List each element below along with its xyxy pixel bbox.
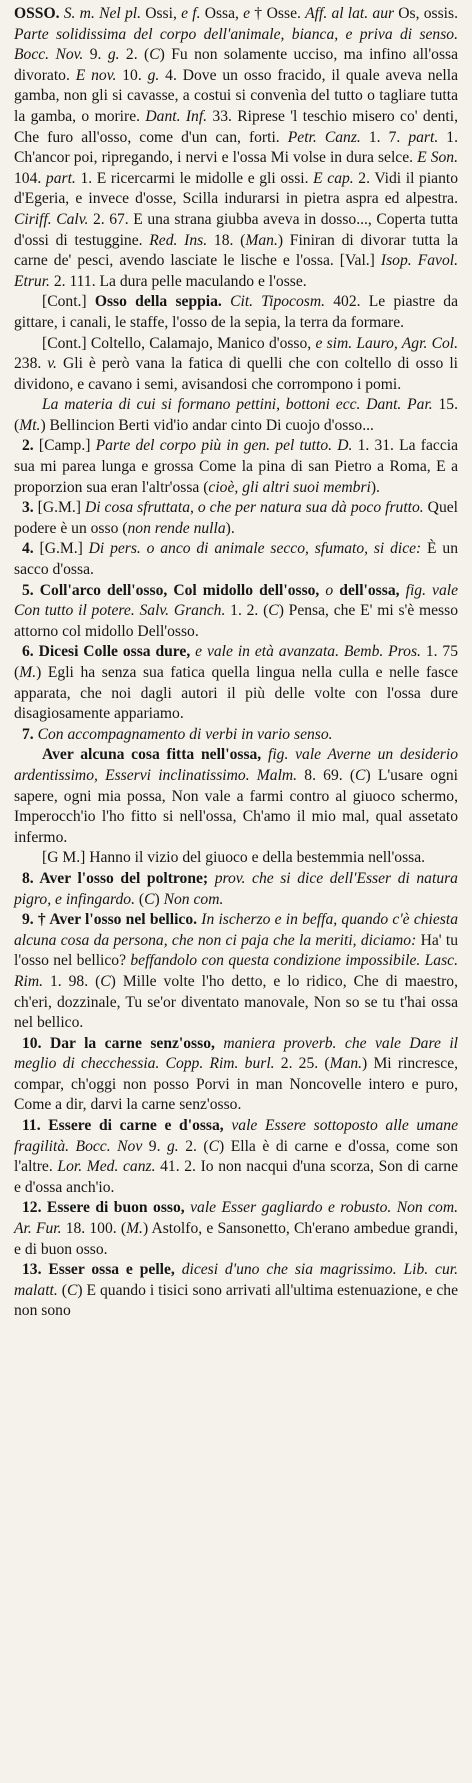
dictionary-entry-11: [G M.] Hanno il vizio del giuoco e della bestemmia nell'ossa.: [42, 849, 426, 867]
dictionary-entry-17: 13. Esser ossa e pelle, dicesi d'uno che sia magrissimo. Lib. cur. malatt. (C) E quando i tisici sono arrivati all'ultima estenuazione, e che non sono: [14, 1261, 459, 1320]
dictionary-entry-6: 4. [G.M.] Di pers. o anco di animale secco, sfumato, si dice: È un sacco d'ossa.: [14, 540, 458, 579]
dictionary-entry-3: La materia di cui si formano pettini, bottoni ecc. Dant. Par. 15. (Mt.) Bellincion Berti vid'io andar cinto Di cuojo d'osso...: [14, 396, 458, 434]
dictionary-entry-0: OSSO. S. m. Nel pl. Ossi, e f. Ossa, e † Osse. Aff. al lat. aur Os, ossis. Parte solidissima del corpo dell'animale, bianca, e priva di senso. Bocc. Nov. 9. g. 2. (C) Fu non solamente ucciso, ma infino all'ossa divorato. E nov. 10. g. 4. Dove un osso fracido, il quale aveva nella gamba, non gli si cavasse, a costui si convenìa del tutto o tagliare tutta la gamba, o morire. Dant. Inf. 33. Riprese 'l teschio misero co' denti, Che furo all'osso, come d'un can, forti. Petr. Canz. 1. 7. part. 1. Ch'ancor poi, ripregando, i nervi e l'ossa Mi volse in dura selce. E Son. 104. part. 1. E ricercarmi le midolle e gli ossi. E cap. 2. Vidi il pianto d'Egeria, e invece d'osse, Scilla indurarsi in pietra aspra ed alpestra. Ciriff. Calv. 2. 67. E una strana giubba aveva in dosso..., Coperta tutta d'ossi di testuggine. Red. Ins. 18. (Man.) Finiran di divorar tutta la carne de' pesci, avendo lasciate le lische e l'ossa. [Val.] Isop. Favol. Etrur. 2. 111. La dura pelle maculando e l'osse.: [14, 5, 459, 290]
dictionary-entry-12: 8. Aver l'osso del poltrone; prov. che si dice dell'Esser di natura pigro, e infingardo. (C) Non com.: [14, 869, 458, 908]
dictionary-entry-1: [Cont.] Osso della seppia. Cit. Tipocosm. 402. Le piastre da gittare, i canali, le staffe, l'osso de la sepia, la terra da formare.: [14, 293, 458, 331]
dictionary-entry-9: 7. Con accompagnamento di verbi in vario senso.: [22, 725, 333, 743]
dictionary-entry-5: 3. [G.M.] Di cosa sfruttata, o che per natura sua dà poco frutto. Quel podere è un osso (non rende nulla).: [14, 499, 458, 537]
dictionary-entry-14: 10. Dar la carne senz'osso, maniera proverb. che vale Dare il meglio di checchessia. Copp. Rim. burl. 2. 25. (Man.) Mi rincresce, compar, ch'oggi non posso Porvi in man Noncovelle intero e puro, Come a dir, darvi la carne senz'osso.: [14, 1034, 459, 1114]
dictionary-entry-4: 2. [Camp.] Parte del corpo più in gen. pel tutto. D. 1. 31. La faccia sua mi parea lunga e grossa Come la pina di san Pietro a Roma, E a proporzion sua eran l'altr'ossa (cioè, gli altri suoi membri).: [14, 437, 458, 496]
dictionary-entry-2: [Cont.] Coltello, Calamajo, Manico d'osso, e sim. Lauro, Agr. Col. 238. v. Gli è però vana la fatica di quelli che con coltello di osso li dividono, e cavano i semi, avisandosi che corrompono i pomi.: [14, 334, 458, 393]
dictionary-entry-8: 6. Dicesi Colle ossa dure, e vale in età avanzata. Bemb. Pros. 1. 75 (M.) Egli ha senza sua fatica quella lingua nella culla e nelle fasce apparata, che noi dagli autori il più delle volte con l'ossa dure disagiosamente appariamo.: [14, 643, 458, 723]
dictionary-entry-10: Aver alcuna cosa fitta nell'ossa, fig. vale Averne un desiderio ardentissimo, Esservi inclinatissimo. Malm. 8. 69. (C) L'usare ogni sapere, ogni mia possa, Non vale a farmi contro al giuoco schermo, Imperocch'io l'ho fitto si nell'ossa, Ch'amo il mio mal, qual assetato infermo.: [14, 746, 458, 846]
dictionary-entry-7: 5. Coll'arco dell'osso, Col midollo dell'osso, o dell'ossa, fig. vale Con tutto il potere. Salv. Granch. 1. 2. (C) Pensa, che E' mi s'è messo attorno col midollo Dell'osso.: [14, 581, 459, 640]
dictionary-entry-16: 12. Essere di buon osso, vale Esser gagliardo e robusto. Non com. Ar. Fur. 18. 100. (M.) Astolfo, e Sansonetto, Ch'erano ambedue grandi, e di buon osso.: [14, 1199, 458, 1258]
dictionary-entry-15: 11. Essere di carne e d'ossa, vale Essere sottoposto alle umane fragilità. Bocc. Nov 9. g. 2. (C) Ella è di carne e d'ossa, come son l'altre. Lor. Med. canz. 41. 2. Io non nacqui d'una scorza, Son di carne e d'ossa anch'io.: [14, 1117, 459, 1196]
dictionary-entry-13: 9. † Aver l'osso nel bellico. In ischerzo e in beffa, quando c'è chiesta alcuna cosa da persona, che non ci paja che la meriti, diciamo: Ha' tu l'osso nel bellico? beffandolo con questa condizione impossibile. Lasc. Rim. 1. 98. (C) Mille volte l'ho detto, e lo ridico, Che di maestro, ch'eri, dozzinale, Tu se'or diventato manovale, Non so se tu t'hai ossa nel bellico.: [14, 911, 458, 1032]
